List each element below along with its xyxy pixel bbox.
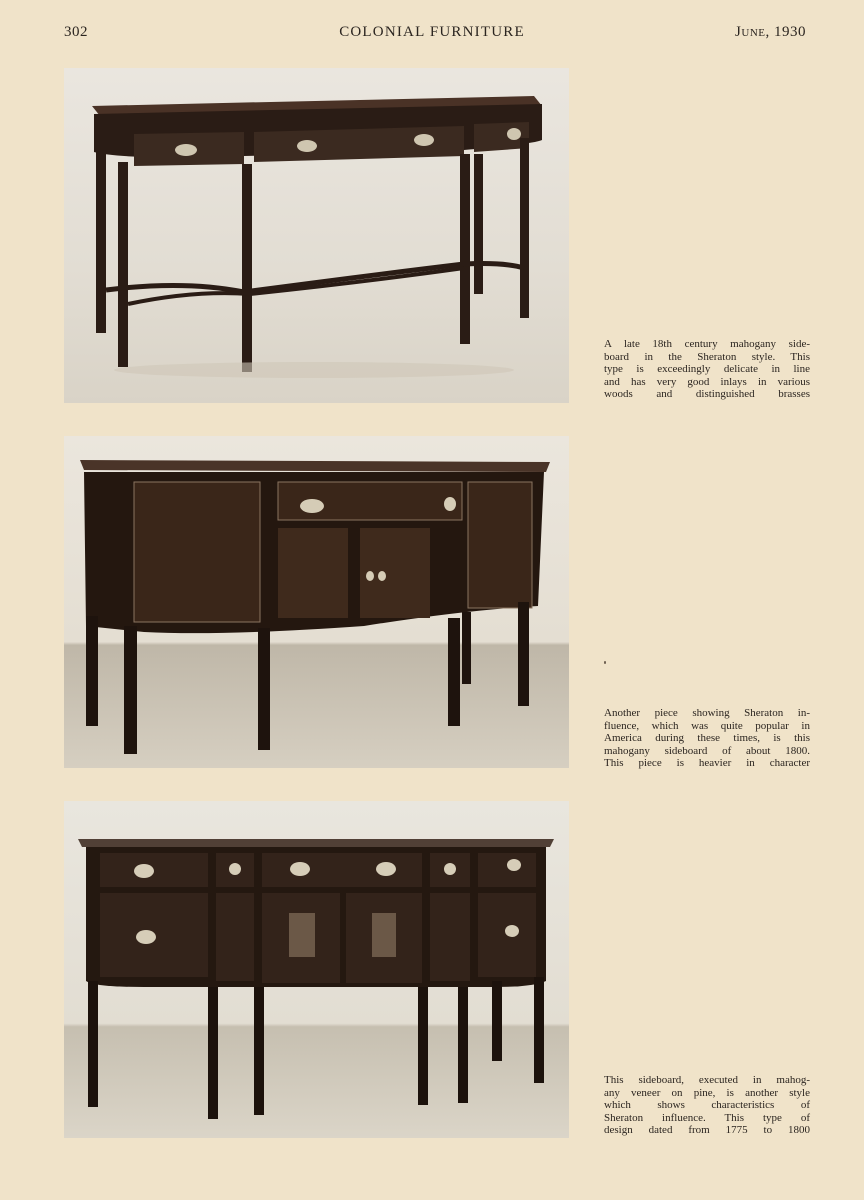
sheraton-sideboard-photo	[64, 68, 569, 403]
caption-line: type is exceedingly delicate in line	[604, 363, 810, 376]
issue-date: June, 1930	[735, 24, 806, 40]
caption-line: mahogany sideboard of about 1800.	[604, 744, 810, 757]
publication-title: COLONIAL FURNITURE	[339, 24, 525, 40]
caption-line: This piece is heavier in character	[604, 757, 810, 770]
caption-mahogany-sideboard-1800	[604, 707, 810, 770]
caption-line: Another piece showing Sheraton in-	[604, 707, 810, 719]
caption-veneer-sideboard	[604, 1074, 810, 1137]
caption-line: America during these times, is this	[604, 732, 810, 745]
caption-line: This sideboard, executed in mahog-	[604, 1074, 810, 1086]
caption-line: fluence, which was quite popular in	[604, 719, 810, 732]
sideboard-illustration-3	[64, 801, 569, 1138]
sideboard-illustration-1	[64, 68, 569, 403]
sideboard-illustration-2	[64, 436, 569, 768]
page-number: 302	[64, 24, 88, 40]
caption-line: design dated from 1775 to 1800	[604, 1124, 810, 1137]
caption-line: which shows characteristics of	[604, 1099, 810, 1112]
caption-line: any veneer on pine, is another style	[604, 1086, 810, 1099]
veneer-on-pine-sideboard-photo	[64, 801, 569, 1138]
print-speck	[604, 661, 606, 664]
caption-line: A late 18th century mahogany side-	[604, 338, 810, 350]
caption-sheraton-sideboard	[604, 338, 810, 401]
caption-line: and has very good inlays in various	[604, 375, 810, 388]
caption-line: board in the Sheraton style. This	[604, 350, 810, 363]
caption-line: Sheraton influence. This type of	[604, 1111, 810, 1124]
caption-line: woods and distinguished brasses	[604, 388, 810, 401]
mahogany-sideboard-1800-photo	[64, 436, 569, 768]
